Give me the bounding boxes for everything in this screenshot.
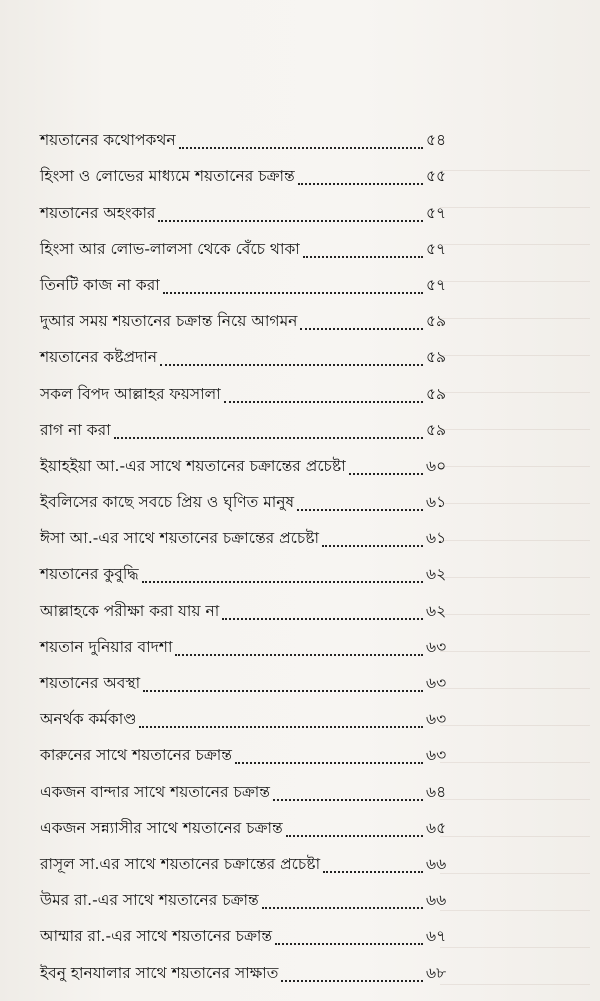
toc-entry-page-number: ৫৪ bbox=[426, 131, 447, 150]
toc-entry bbox=[40, 371, 460, 407]
toc-entry bbox=[40, 625, 460, 661]
leader-dots bbox=[114, 437, 423, 439]
toc-entry-title: ইবনু হানযালার সাথে শয়তানের সাক্ষাত bbox=[40, 963, 279, 982]
toc-entry-page-number: ৬৬ bbox=[426, 854, 447, 873]
leader-dots bbox=[139, 726, 423, 728]
toc-entry-page-number: ৫৯ bbox=[426, 420, 447, 439]
toc-entry bbox=[40, 697, 460, 733]
toc-entry-title: অনর্থক কর্মকাণ্ড bbox=[40, 710, 137, 729]
toc-entry-page-number: ৬৫ bbox=[426, 818, 447, 837]
toc-entry-page-number: ৫৭ bbox=[426, 203, 447, 222]
toc-entry-page-number: ৫৭ bbox=[426, 275, 447, 294]
toc-entry bbox=[40, 552, 460, 588]
leader-dots bbox=[275, 943, 423, 945]
toc-entry-page-number: ৬৬ bbox=[426, 891, 447, 910]
toc-entry-page-number: ৫৫ bbox=[426, 167, 447, 186]
leader-dots bbox=[349, 473, 423, 475]
toc-entry bbox=[40, 335, 460, 371]
toc-entry bbox=[40, 588, 460, 624]
toc-entry bbox=[40, 661, 460, 697]
toc-entry-page-number: ৬০ bbox=[426, 456, 447, 475]
toc-entry-title: শয়তানের কুবুদ্ধি bbox=[40, 565, 139, 584]
toc-entry bbox=[40, 408, 460, 444]
leader-dots bbox=[224, 401, 423, 403]
toc-entry bbox=[40, 733, 460, 769]
toc-entry-page-number: ৫৯ bbox=[426, 348, 447, 367]
leader-dots bbox=[322, 545, 423, 547]
toc-entry-page-number: ৬২ bbox=[426, 601, 447, 620]
toc-entry bbox=[40, 950, 460, 986]
toc-entry-title: ইবলিসের কাছে সবচে প্রিয় ও ঘৃণিত মানুষ bbox=[40, 493, 295, 512]
leader-dots bbox=[281, 980, 423, 982]
toc-entry-title: শয়তানের কষ্টপ্রদান bbox=[40, 348, 157, 367]
leader-dots bbox=[163, 292, 423, 294]
leader-dots bbox=[297, 509, 423, 511]
toc-entry-page-number: ৬৭ bbox=[426, 927, 447, 946]
toc-entry-page-number: ৬১ bbox=[426, 493, 447, 512]
toc-entry bbox=[40, 516, 460, 552]
toc-entry-title: ঈসা আ.-এর সাথে শয়তানের চক্রান্তের প্রচেষ্টা bbox=[40, 529, 320, 548]
leader-dots bbox=[179, 147, 423, 149]
toc-entry-page-number: ৬৩ bbox=[426, 710, 447, 729]
toc-entry bbox=[40, 444, 460, 480]
toc-entry-title: শয়তানের অহংকার bbox=[40, 203, 156, 222]
leader-dots bbox=[273, 799, 423, 801]
table-of-contents bbox=[40, 118, 460, 987]
toc-entry bbox=[40, 914, 460, 950]
toc-entry-page-number: ৫৯ bbox=[426, 312, 447, 331]
toc-entry bbox=[40, 227, 460, 263]
leader-dots bbox=[143, 690, 423, 692]
toc-entry-title: একজন সন্ন্যাসীর সাথে শয়তানের চক্রান্ত bbox=[40, 818, 283, 837]
toc-entry-title: উমর রা.-এর সাথে শয়তানের চক্রান্ত bbox=[40, 891, 259, 910]
toc-entry-title: শয়তান দুনিয়ার বাদশা bbox=[40, 637, 173, 656]
toc-entry-title: রাগ না করা bbox=[40, 420, 111, 439]
toc-entry bbox=[40, 769, 460, 805]
toc-entry-title: দুআর সময় শয়তানের চক্রান্ত নিয়ে আগমন bbox=[40, 312, 298, 331]
toc-entry-title: তিনটি কাজ না করা bbox=[40, 275, 160, 294]
toc-entry-title: কারুনের সাথে শয়তানের চক্রান্ত bbox=[40, 746, 232, 765]
show-through-text bbox=[440, 140, 590, 1000]
toc-entry-title: একজন বান্দার সাথে শয়তানের চক্রান্ত bbox=[40, 782, 270, 801]
toc-entry bbox=[40, 263, 460, 299]
leader-dots bbox=[158, 220, 423, 222]
leader-dots bbox=[160, 364, 423, 366]
toc-entry bbox=[40, 480, 460, 516]
leader-dots bbox=[142, 581, 423, 583]
toc-entry bbox=[40, 190, 460, 226]
toc-entry bbox=[40, 299, 460, 335]
toc-entry-page-number: ৬৮ bbox=[426, 963, 447, 982]
toc-entry-page-number: ৬৩ bbox=[426, 746, 447, 765]
leader-dots bbox=[298, 183, 423, 185]
toc-entry bbox=[40, 878, 460, 914]
toc-entry-title: শয়তানের কথোপকথন bbox=[40, 131, 176, 150]
toc-entry-page-number: ৬৪ bbox=[426, 782, 447, 801]
toc-entry-title: আম্মার রা.-এর সাথে শয়তানের চক্রান্ত bbox=[40, 927, 273, 946]
toc-entry-title: রাসূল সা.এর সাথে শয়তানের চক্রান্তের প্রচেষ্টা bbox=[40, 854, 321, 873]
leader-dots bbox=[262, 907, 423, 909]
toc-entry-page-number: ৫৯ bbox=[426, 384, 447, 403]
toc-entry-title: হিংসা ও লোভের মাধ্যমে শয়তানের চক্রান্ত bbox=[40, 167, 295, 186]
leader-dots bbox=[175, 654, 423, 656]
leader-dots bbox=[300, 328, 423, 330]
toc-entry-page-number: ৬৩ bbox=[426, 674, 447, 692]
toc-entry-page-number: ৬২ bbox=[426, 565, 447, 584]
toc-entry-page-number: ৬১ bbox=[426, 529, 447, 548]
toc-entry-title: হিংসা আর লোভ-লালসা থেকে বেঁচে থাকা bbox=[40, 239, 300, 258]
toc-entry-title: আল্লাহকে পরীক্ষা করা যায় না bbox=[40, 601, 220, 620]
toc-entry-page-number: ৫৭ bbox=[426, 239, 447, 258]
toc-entry-title: শয়তানের অবস্থা bbox=[40, 674, 141, 692]
leader-dots bbox=[286, 835, 423, 837]
leader-dots bbox=[235, 762, 423, 764]
toc-entry bbox=[40, 154, 460, 190]
toc-entry bbox=[40, 842, 460, 878]
toc-entry-title: সকল বিপদ আল্লাহর ফয়সালা bbox=[40, 384, 221, 403]
toc-entry-title: ইয়াহইয়া আ.-এর সাথে শয়তানের চক্রান্তের প্রচেষ্টা bbox=[40, 456, 346, 475]
leader-dots bbox=[323, 871, 423, 873]
leader-dots bbox=[303, 256, 423, 258]
leader-dots bbox=[222, 618, 423, 620]
toc-entry-page-number: ৬৩ bbox=[426, 637, 447, 656]
toc-entry bbox=[40, 806, 460, 842]
toc-entry bbox=[40, 118, 460, 154]
